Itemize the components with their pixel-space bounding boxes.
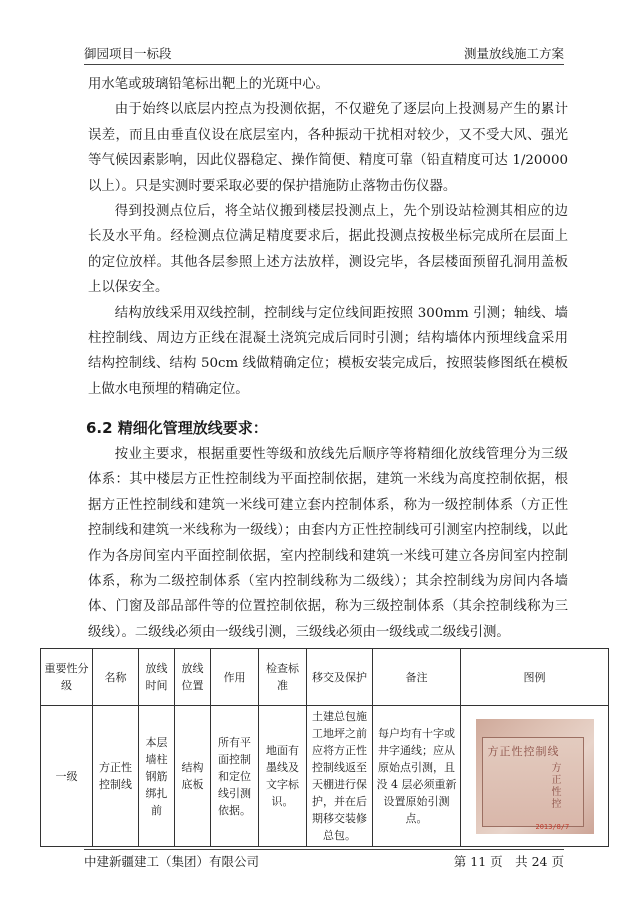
page-footer	[84, 852, 564, 870]
cell-standard: 地面有墨线及文字标识。	[259, 706, 307, 847]
footer-divider	[84, 849, 564, 850]
table-header-row	[41, 649, 609, 706]
cell-name: 方正性控制线	[93, 706, 139, 847]
header-doc-title: 测量放线施工方案	[463, 46, 564, 61]
paragraph-1: 用水笔或玻璃铅笔标出靶上的光斑中心。	[88, 77, 330, 92]
paragraph-2: 由于始终以底层内控点为投测依据，不仅避免了逐层向上投测易产生的累计误差，而且由垂直仪设在底层室内，各种振动干扰相对较少，又不受大风、强光等气候因素影响，因此仪器稳定、操作简便、精度可靠（铅直精度可达 1/20000 以上）。只是实测时要采取必要的保护措施防止落物击伤仪器。	[88, 102, 568, 194]
col-header-purpose: 作用	[211, 649, 259, 706]
cell-position: 结构底板	[175, 706, 211, 847]
section-body	[88, 442, 568, 645]
photo-date-stamp: 2013/8/7	[535, 822, 570, 831]
col-header-position: 放线位置	[175, 649, 211, 706]
col-header-standard: 检查标准	[259, 649, 307, 706]
col-header-time: 放线时间	[139, 649, 175, 706]
col-header-legend: 图例	[461, 649, 609, 706]
col-header-level: 重要性分级	[41, 649, 93, 706]
cell-remark: 每户均有十字或井字通线；应从原始点引测，且没 4 层必须重新设置原始引测点。	[373, 706, 461, 847]
page-header	[84, 44, 564, 62]
legend-photo	[476, 719, 594, 834]
table-row	[41, 706, 609, 847]
footer-company: 中建新疆建工（集团）有限公司	[84, 854, 260, 869]
paragraph-3: 得到投测点位后，将全站仪搬到楼层投测点上，先个别设站检测其相应的边长及水平角。经检测点位满足精度要求后，据此投测点按极坐标完成所在层面上的定位放样。其他各层参照上述方法放样，测设完毕，各层楼面预留孔洞用盖板上以保安全。	[88, 204, 568, 296]
photo-caption: 方正性控制线	[487, 744, 560, 758]
header-project: 御园项目一标段	[84, 46, 172, 61]
col-header-remark: 备注	[373, 649, 461, 706]
control-line-table	[40, 648, 609, 847]
body-text	[88, 72, 568, 402]
section-paragraph: 按业主要求，根据重要性等级和放线先后顺序等将精细化放线管理分为三级体系：其中楼层方正性控制线为平面控制依据，建筑一米线为高度控制依据，根据方正性控制线和建筑一米线可建立套内控制体系，称为一级控制体系（方正性控制线和建筑一米线称为一级线）；由套内方正性控制线可引测室内控制线，以此作为各房间室内平面控制依据，室内控制线和建筑一米线可建立各房间室内控制体系，称为二级控制体系（室内控制线称为二级线）；其余控制线为房间内各墙体、门窗及部品部件等的位置控制依据，称为三级控制体系（其余控制线称为三级线）。二级线必须由一级线引测，三级线必须由一级线或二级线引测。	[88, 447, 568, 640]
photo-caption-side: 方正性控	[551, 762, 562, 810]
cell-time: 本层墙柱钢筋绑扎前	[139, 706, 175, 847]
paragraph-4: 结构放线采用双线控制，控制线与定位线间距按照 300mm 引测；轴线、墙柱控制线、周边方正线在混凝土浇筑完成后同时引测；结构墙体内预埋线盒采用结构控制线、结构 50cm 线做精确定位；模板安装完成后，按照装修图纸在模板上做水电预埋的精确定位。	[88, 305, 568, 397]
cell-legend	[461, 706, 609, 847]
col-header-name: 名称	[93, 649, 139, 706]
cell-handover: 土建总包施工地坪之前应将方正性控制线返至天棚进行保护，并在后期移交装修总包。	[307, 706, 373, 847]
section-title: 6.2 精细化管理放线要求：	[86, 419, 268, 437]
footer-page-number: 第 11 页 共 24 页	[453, 854, 564, 869]
col-header-handover: 移交及保护	[307, 649, 373, 706]
header-divider	[84, 64, 564, 65]
cell-level: 一级	[41, 706, 93, 847]
cell-purpose: 所有平面控制和定位线引测依据。	[211, 706, 259, 847]
